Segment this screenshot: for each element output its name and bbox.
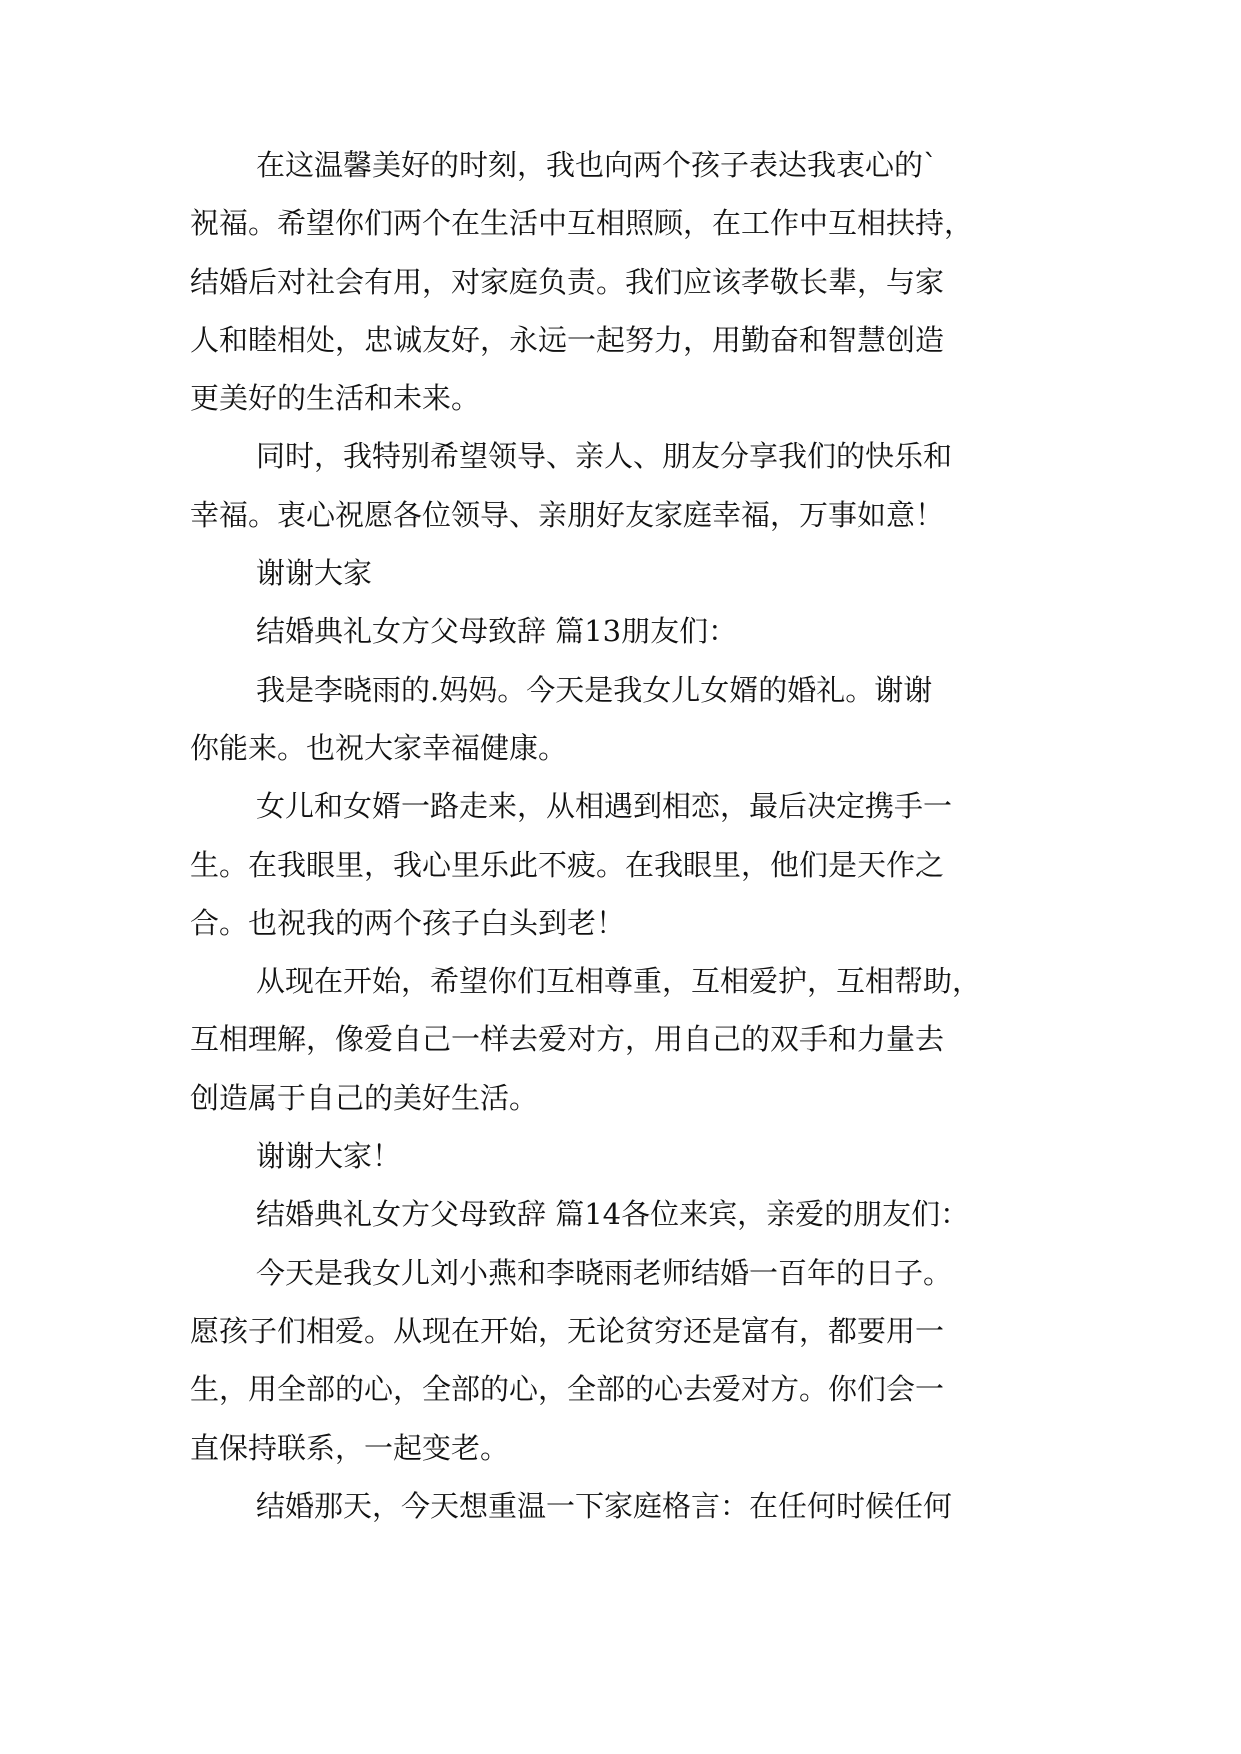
text-line: 更美好的生活和未来。 xyxy=(190,381,481,416)
text-line: 生。在我眼里，我心里乐此不疲。在我眼里，他们是天作之 xyxy=(190,847,945,882)
text-line: 女儿和女婿一路走来，从相遇到相恋，最后决定携手一 xyxy=(256,789,953,824)
text-line: 我是李晓雨的.妈妈。今天是我女儿女婿的婚礼。谢谢 xyxy=(256,672,933,707)
text-line: 生，用全部的心，全部的心，全部的心去爱对方。你们会一 xyxy=(190,1372,945,1407)
text-line: 谢谢大家 xyxy=(256,556,373,591)
section-heading: 结婚典礼女方父母致辞 篇13朋友们： xyxy=(256,614,738,649)
text-line: 谢谢大家！ xyxy=(256,1139,402,1174)
text-line: 从现在开始，希望你们互相尊重，互相爱护，互相帮助， xyxy=(256,964,982,999)
section-heading: 结婚典礼女方父母致辞 篇14各位来宾，亲爱的朋友们： xyxy=(256,1197,970,1232)
text-line: 同时，我特别希望领导、亲人、朋友分享我们的快乐和 xyxy=(256,439,953,474)
text-line: 互相理解，像爱自己一样去爱对方，用自己的双手和力量去 xyxy=(190,1022,945,1057)
text-line: 祝福。希望你们两个在生活中互相照顾，在工作中互相扶持， xyxy=(190,206,974,241)
text-line: 愿孩子们相爱。从现在开始，无论贫穷还是富有，都要用一 xyxy=(190,1313,945,1348)
text-line: 结婚那天，今天想重温一下家庭格言：在任何时候任何 xyxy=(256,1488,953,1523)
text-line: 在这温馨美好的时刻，我也向两个孩子表达我衷心的` xyxy=(256,148,938,182)
text-line: 人和睦相处，忠诚友好，永远一起努力，用勤奋和智慧创造 xyxy=(190,322,945,357)
text-line: 直保持联系，一起变老。 xyxy=(190,1430,510,1465)
text-line: 结婚后对社会有用，对家庭负责。我们应该孝敬长辈，与家 xyxy=(190,264,945,299)
text-line: 幸福。衷心祝愿各位领导、亲朋好友家庭幸福，万事如意！ xyxy=(190,497,945,532)
text-line: 今天是我女儿刘小燕和李晓雨老师结婚一百年的日子。 xyxy=(256,1255,953,1290)
text-line: 创造属于自己的美好生活。 xyxy=(190,1080,539,1115)
document-body xyxy=(190,136,1070,1535)
text-line: 合。也祝我的两个孩子白头到老！ xyxy=(190,905,626,940)
text-line: 你能来。也祝大家幸福健康。 xyxy=(190,730,568,765)
